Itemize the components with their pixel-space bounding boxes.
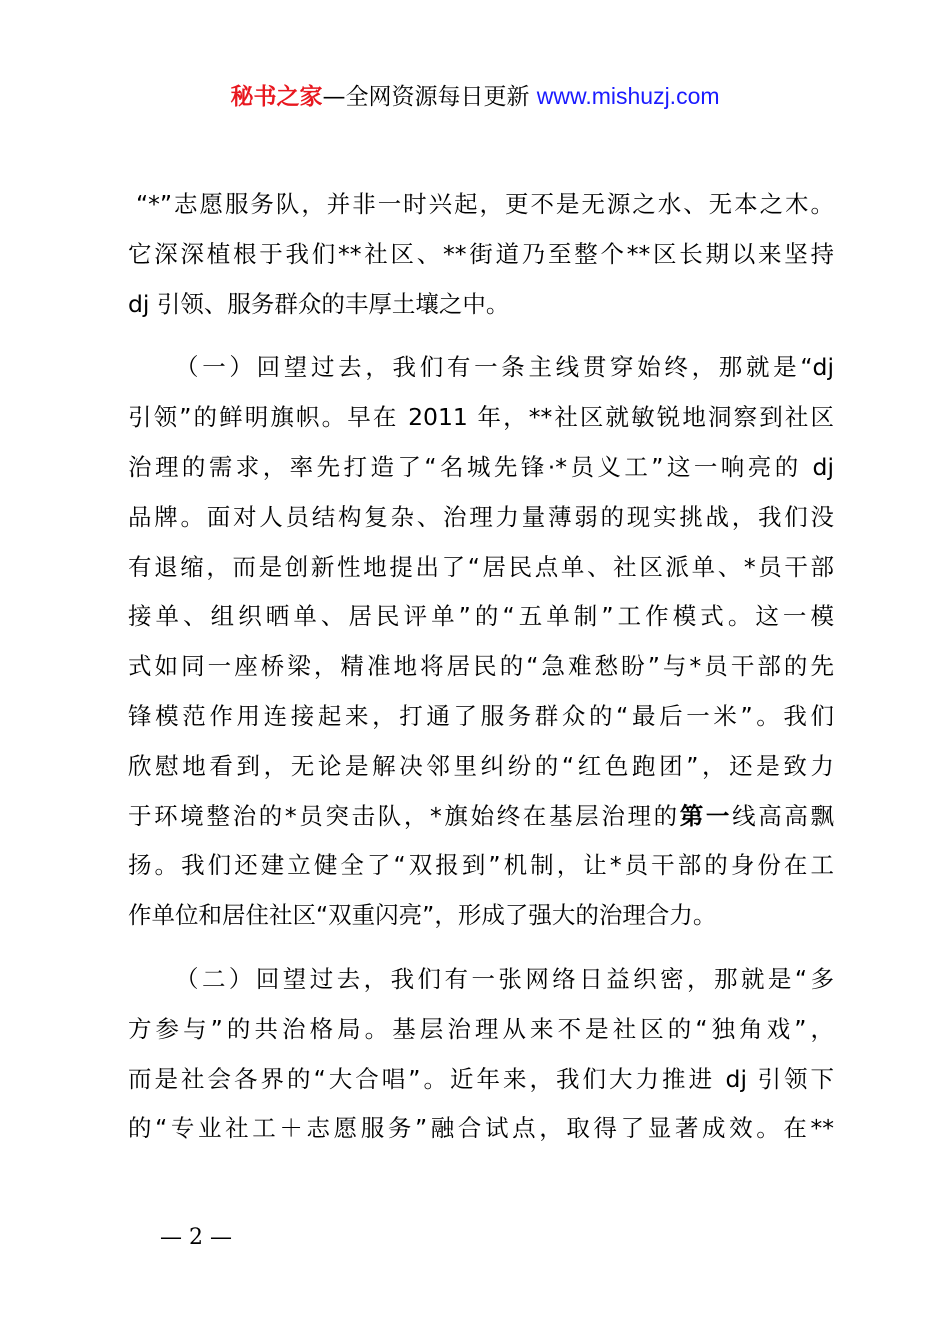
text-line: （一）回望过去，我们有一条主线贯穿始终，那就是“dj: [175, 353, 834, 382]
text-line: （二）回望过去，我们有一张网络日益织密，那就是“多: [175, 964, 834, 993]
header-site-url[interactable]: www.mishuzj.com: [536, 83, 720, 109]
paragraph-section-one: [128, 343, 834, 941]
document-body: [128, 180, 834, 1154]
text-line: dj 引领、服务群众的丰厚土壤之中。: [128, 289, 510, 318]
text-line: 品牌。面对人员结构复杂、治理力量薄弱的现实挑战，我们没: [128, 502, 834, 531]
paragraph-section-two: [128, 955, 834, 1154]
text-line: 方参与”的共治格局。基层治理从来不是社区的“独角戏”，: [128, 1014, 834, 1043]
text-line: 而是社会各界的“大合唱”。近年来，我们大力推进 dj 引领下: [128, 1064, 834, 1093]
text-line: 欣慰地看到，无论是解决邻里纠纷的“红色跑团”，还是致力: [128, 751, 834, 780]
text-line: 式如同一座桥梁，精准地将居民的“急难愁盼”与*员干部的先: [128, 652, 834, 681]
page-number: — 2 —: [160, 1225, 232, 1250]
text-line: 接单、组织晒单、居民评单”的“五单制”工作模式。这一模: [128, 602, 834, 631]
text-segment: 线高高飘: [732, 801, 835, 830]
text-line: “*”志愿服务队，并非一时兴起，更不是无源之水、无本之木。: [136, 190, 834, 218]
document-header: [0, 80, 950, 113]
text-line: 的“专业社工＋志愿服务”融合试点，取得了显著成效。在**: [128, 1114, 834, 1143]
paragraph-intro: [128, 180, 834, 329]
text-line: 治理的需求，率先打造了“名城先锋·*员义工”这一响亮的 dj: [128, 452, 834, 481]
text-line: 它深深植根于我们**社区、**街道乃至整个**区长期以来坚持: [128, 239, 834, 268]
bold-text: 第一: [679, 801, 733, 830]
text-line: 作单位和居住社区“双重闪亮”，形成了强大的治理合力。: [128, 901, 717, 930]
text-segment: 于环境整治的*员突击队，*旗始终在基层治理的: [128, 801, 680, 830]
text-line: 有退缩，而是创新性地提出了“居民点单、社区派单、*员干部: [128, 552, 834, 581]
text-line: 引领”的鲜明旗帜。早在 2011 年，**社区就敏锐地洞察到社区: [128, 403, 834, 432]
header-tagline: —全网资源每日更新: [322, 84, 530, 110]
text-line-with-bold: [128, 792, 834, 842]
header-brand: 秘书之家: [230, 84, 323, 110]
text-line: 锋模范作用连接起来，打通了服务群众的“最后一米”。我们: [128, 701, 834, 730]
text-line: 扬。我们还建立健全了“双报到”机制，让*员干部的身份在工: [128, 851, 834, 880]
